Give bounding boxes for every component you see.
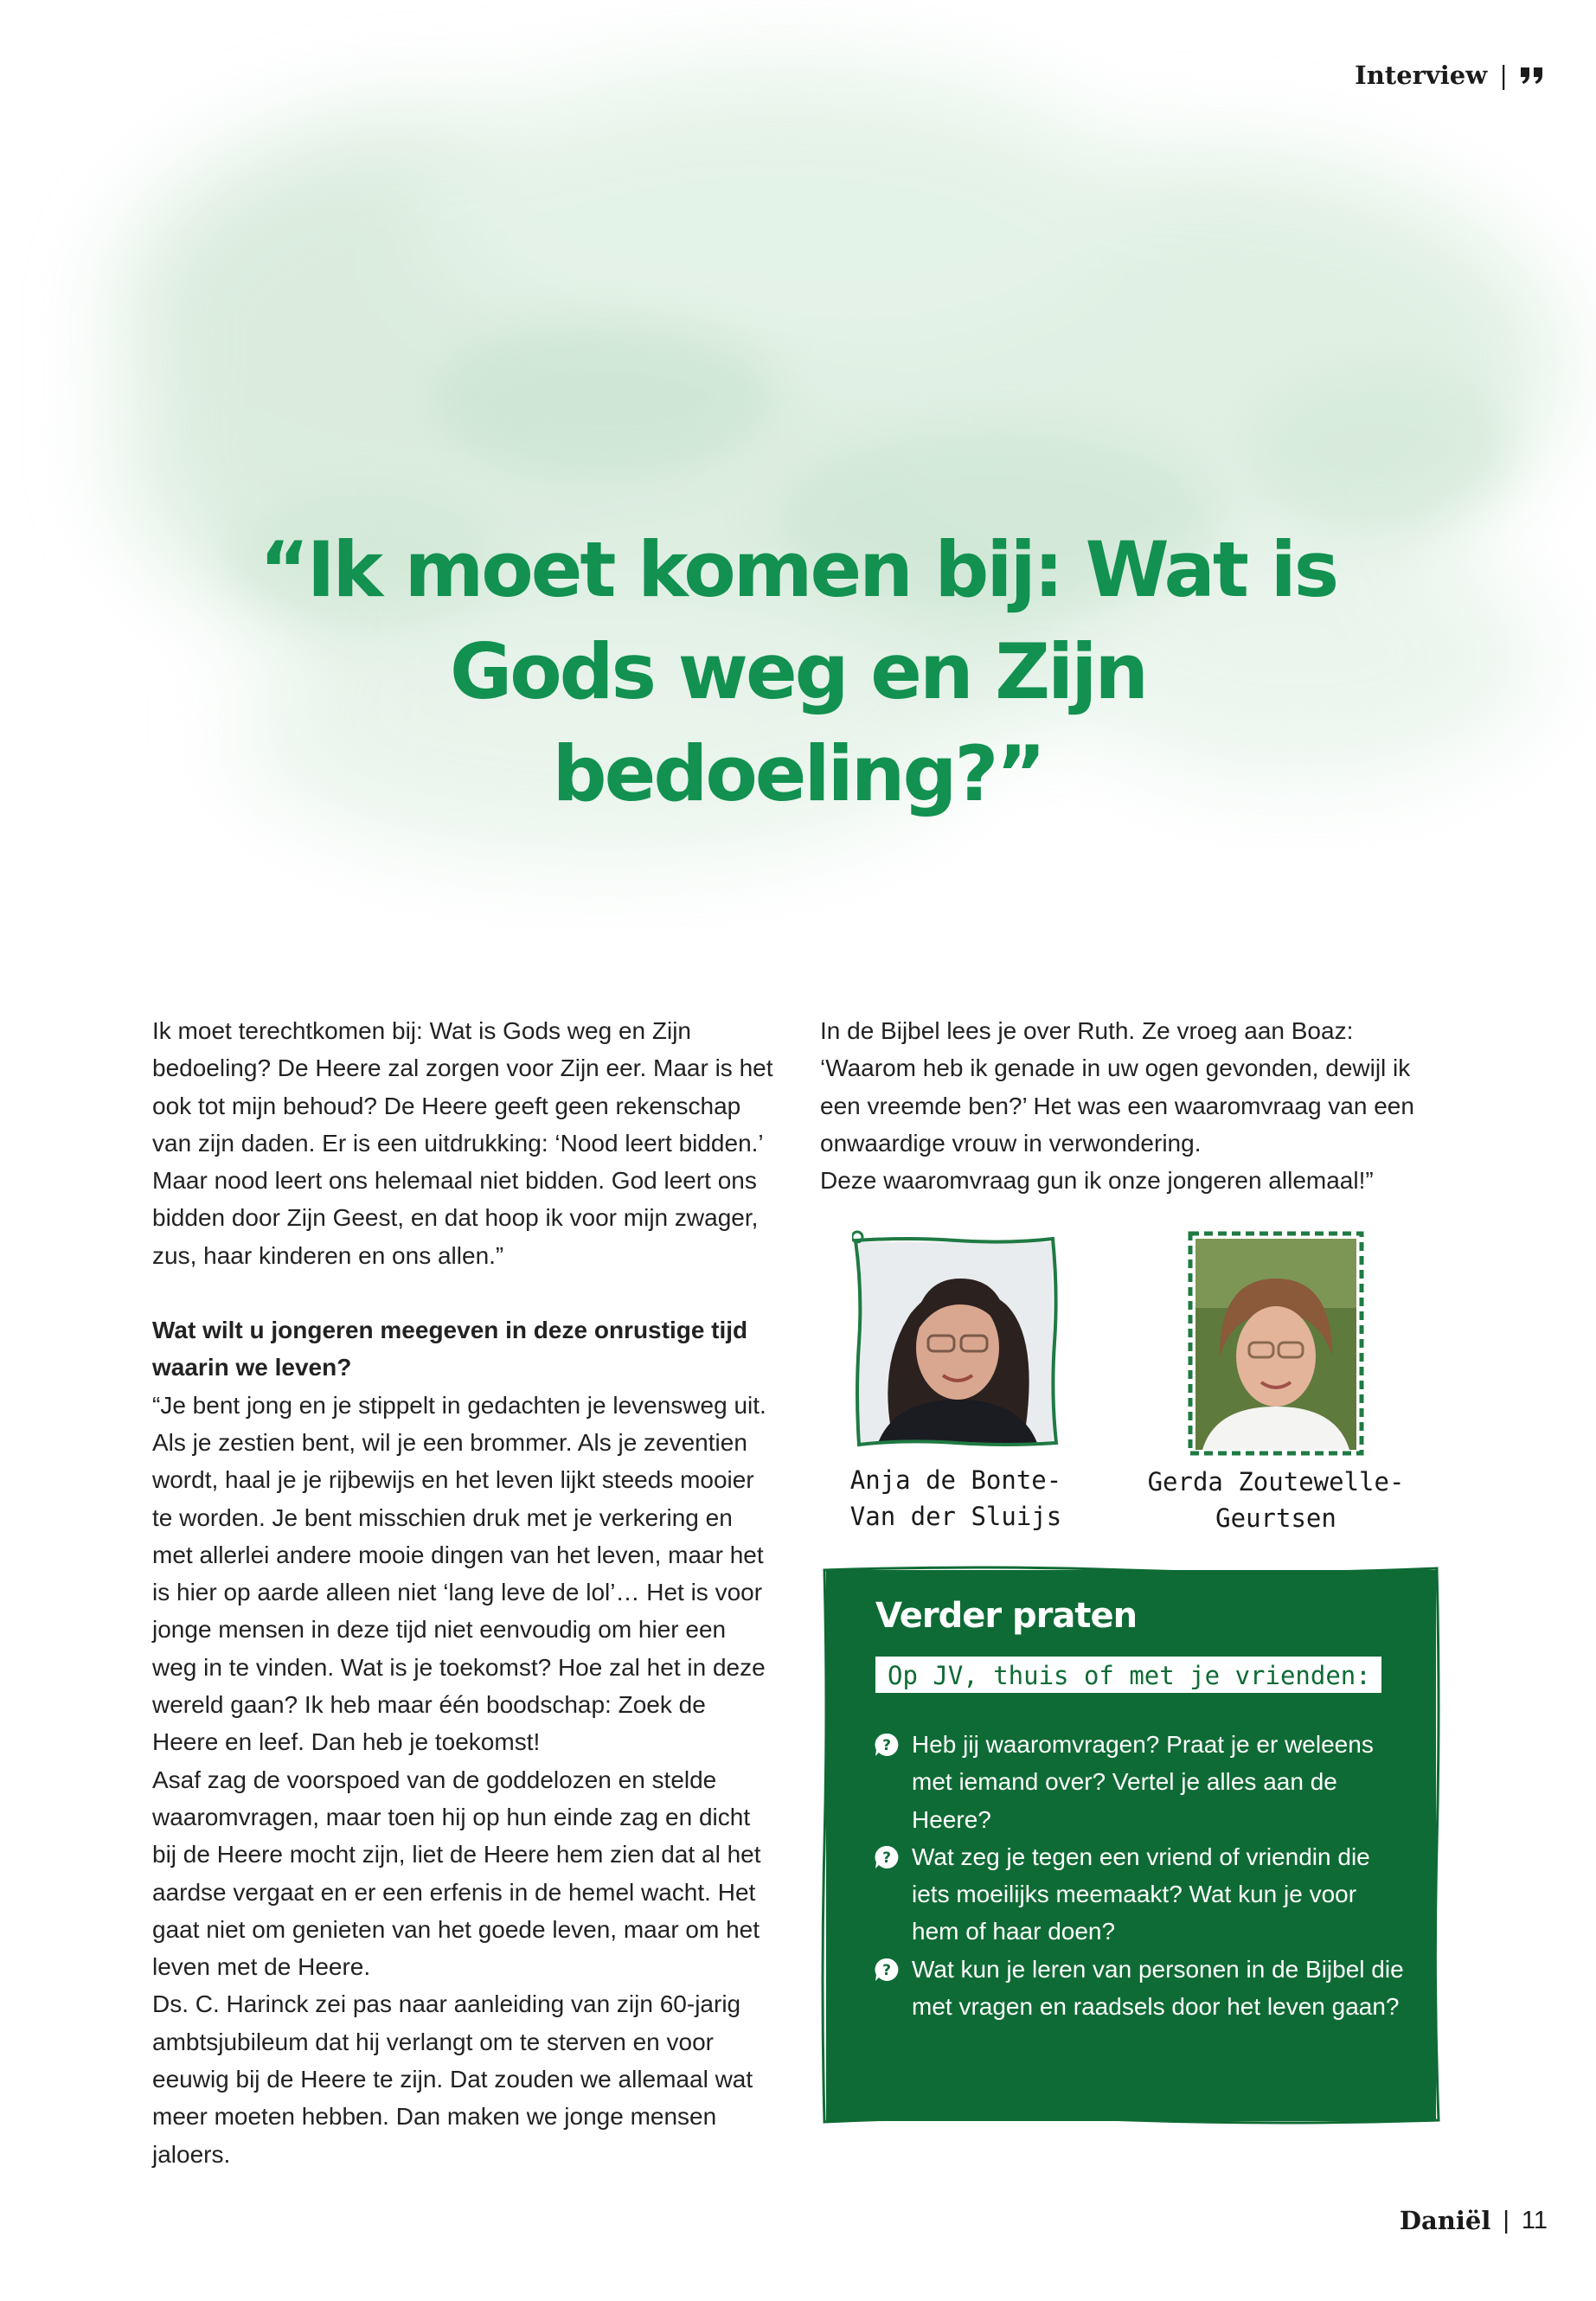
section-header (1355, 61, 1544, 90)
svg-text:?: ? (882, 1961, 891, 1979)
header-separator: | (1499, 61, 1508, 90)
question-text: Wat kun je leren van personen in de Bijbel die met vragen en raadsels door het leven gaan? (912, 1955, 1404, 2021)
list-item (874, 1951, 1410, 2026)
list-item (874, 1838, 1410, 1951)
box-title: Verder praten (875, 1596, 1138, 1636)
body-paragraph: “Je bent jong en je stippelt in gedachten je levensweg uit. Als je zestien bent, wil je een brommer. Als je zeventien wordt, haal je je rijbewijs en het leven lijkt steeds mooier te worden. Je bent misschien druk met je verkering en met allerlei andere mooie dingen van het leven, maar het is hier op aarde alleen niet ‘lang leve de lol’… Het is voor jonge mensen in deze tijd niet eenvoudig om hier een weg in te vinden. Wat is je toekomst? Hoe zal het in deze wereld gaan? Ik heb maar één boodschap: Zoek de Heere en leef. Dan heb je toekomst! (152, 1391, 766, 1756)
section-label: Interview (1355, 61, 1488, 90)
box-subtitle: Op JV, thuis of met je vrienden: (875, 1657, 1381, 1693)
title-line-2: Gods weg en Zijn bedoeling?” (449, 627, 1147, 818)
title-line-1: “Ik moet komen bij: Wat is (259, 525, 1337, 614)
right-column (820, 1012, 1443, 1199)
body-paragraph: Ik moet terechtkomen bij: Wat is Gods weg en Zijn bedoeling? De Heere zal zorgen voor Zijn eer. Maar is het ook tot mijn behoud? De Heere geeft geen rekenschap van zijn daden. Er is een uitdrukking: ‘Nood leert bidden.’ Maar nood leert ons helemaal niet bidden. God leert ons bidden door Zijn Geest, en dat hoop ik voor mijn zwager, zus, haar kinderen en ons allen.” (152, 1017, 773, 1269)
page-title (208, 519, 1388, 825)
person-card (830, 1227, 1081, 1535)
svg-text:?: ? (882, 1849, 891, 1867)
interview-question: Wat wilt u jongeren meegeven in deze onrustige tijd waarin we leven? (152, 1317, 748, 1381)
list-item (874, 1726, 1410, 1838)
footer-separator: | (1503, 2206, 1509, 2234)
discussion-box (826, 1570, 1436, 2121)
question-bubble-icon (874, 1726, 900, 1838)
question-text: Heb jij waaromvragen? Praat je er weleens met iemand over? Vertel je alles aan de Heere? (912, 1731, 1374, 1833)
person-name-line: Anja de Bonte- (849, 1465, 1062, 1495)
question-bubble-icon (874, 1951, 900, 2026)
body-paragraph: Deze waaromvraag gun ik onze jongeren allemaal!” (820, 1167, 1374, 1195)
person-name-line: Van der Sluijs (849, 1502, 1062, 1531)
body-paragraph: Ds. C. Harinck zei pas naar aanleiding van zijn 60-jarig ambtsjubileum dat hij verlangt om te sterven en voor eeuwig bij de Heere te zijn. Dat zouden we allemaal wat meer moeten hebben. Dan maken we jonge mensen jaloers. (152, 1990, 753, 2168)
portrait-photo (1185, 1227, 1367, 1460)
magazine-name: Daniël (1399, 2206, 1491, 2235)
person-name-line: Gerda Zoutewelle- (1147, 1467, 1405, 1497)
body-paragraph: In de Bijbel lees je over Ruth. Ze vroeg aan Boaz: ‘Waarom heb ik genade in uw ogen gevonden, dewijl ik een vreemde ben?’ Het was een waaromvraag van een onwaardige vrouw in verwondering. (820, 1017, 1414, 1157)
page-number: 11 (1521, 2206, 1548, 2234)
question-bubble-icon (874, 1838, 900, 1951)
svg-text:?: ? (882, 1737, 891, 1754)
quote-marks-icon (1520, 65, 1544, 86)
left-column (152, 1012, 775, 2173)
person-card (1129, 1227, 1423, 1536)
question-list (874, 1726, 1410, 2025)
person-name-line: Geurtsen (1215, 1503, 1336, 1533)
portrait-photo (852, 1227, 1060, 1452)
body-paragraph: Asaf zag de voorspoed van de goddelozen en stelde waaromvragen, maar toen hij op hun einde zag en dicht bij de Heere mocht zijn, liet de Heere hem zien dat al het aardse vergaat en er een erfenis in de hemel wacht. Het gaat niet om genieten van het goede leven, maar om het leven met de Heere. (152, 1766, 761, 1981)
page-footer (1400, 2206, 1548, 2235)
question-text: Wat zeg je tegen een vriend of vriendin die iets moeilijks meemaakt? Wat kun je voor hem of haar doen? (912, 1843, 1370, 1945)
